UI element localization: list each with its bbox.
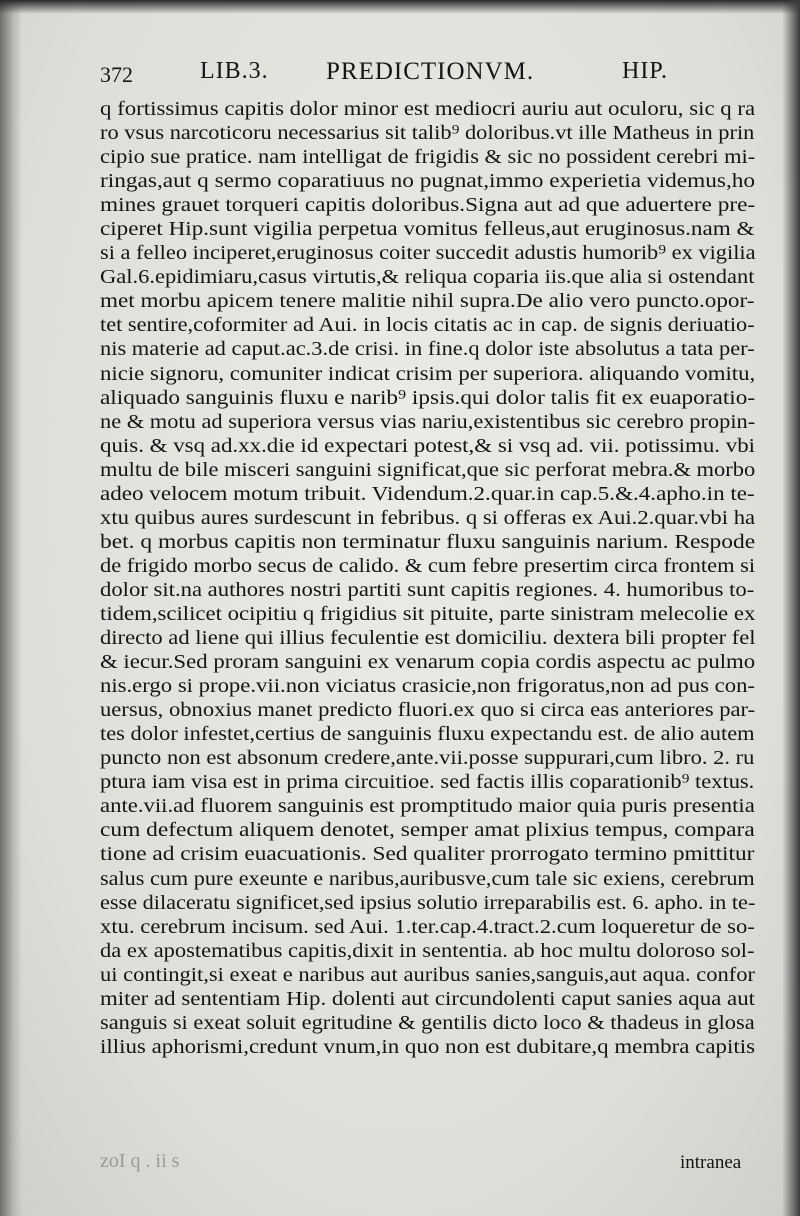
text-line: nicie signoru, comuniter indicat crisim per superiora. aliquando vomitu,	[100, 362, 756, 385]
text-line: tidem,scilicet ocipitiu q frigidius sit pituite, parte sinistram melecolie ex	[100, 602, 756, 625]
top-edge-shadow	[0, 0, 800, 14]
text-line: tet sentire,coformiter ad Aui. in locis citatis ac in cap. de signis deriuatio-	[100, 314, 755, 337]
text-line: sanguis si exeat soluit egritudine & gentilis dicto loco & thadeus in glosa	[100, 1011, 755, 1034]
text-line: si a felleo inciperet,eruginosus coiter succedit adustis humorib⁹ ex vigilia	[100, 242, 756, 265]
text-line: ne & motu ad superiora versus vias nariu,existentibus sic cerebro propin-	[100, 410, 756, 433]
text-line: adeo velocem motum tribuit. Videndum.2.quar.in cap.5.&.4.apho.in te-	[100, 482, 755, 505]
text-line: multu de bile misceri sanguini significat,que sic perforat mebra.& morbo	[100, 458, 756, 481]
text-line: & iecur.Sed proram sanguini ex venarum copia cordis aspectu ac pulmo	[100, 651, 756, 674]
text-line: tes dolor infestet,certius de sanguinis fluxu expectandu est. de alio autem	[100, 723, 755, 746]
running-header	[100, 58, 700, 92]
text-line: met morbu apicem tenere malitie nihil supra.De alio vero puncto.opor-	[100, 290, 755, 313]
text-line: ante.vii.ad fluorem sanguinis est promptitudo maior quia puris presentia	[100, 795, 755, 818]
text-line: puncto non est absonum credere,ante.vii.posse suppurari,cum libro. 2. ru	[100, 747, 755, 770]
text-line: cum defectum aliquem denotet, semper amat plixius tempus, compara	[100, 819, 755, 842]
text-line: illius aphorismi,credunt vnum,in quo non est dubitare,q membra capitis	[100, 1035, 755, 1058]
text-line: uersus, obnoxius manet predicto fluori.ex quo si circa eas anteriores par-	[100, 699, 756, 722]
page-title: PREDICTIONVM.	[326, 58, 535, 85]
text-line: Gal.6.epidimiaru,casus virtutis,& reliqua coparia iis.que alia si ostendant	[100, 266, 755, 289]
text-line: cipio sue pratice. nam intelligat de frigidis & sic no possident cerebri mi-	[100, 146, 756, 169]
section-label: LIB.3.	[200, 58, 269, 84]
text-line: tione ad crisim euacuationis. Sed qualiter prorrogato termino pmittitur	[100, 843, 755, 866]
text-line: ciperet Hip.sunt vigilia perpetua vomitus felleus,aut eruginosus.nam &	[100, 218, 755, 241]
text-line: ui contingit,si exeat e naribus aut auribus sanies,sanguis,aut aqua. confor	[100, 963, 756, 986]
text-line: bet. q morbus capitis non terminatur fluxu sanguinis narium. Respode	[100, 530, 756, 553]
text-line: salus cum pure exeunte e naribus,auribusve,cum tale sic exiens, cerebrum	[100, 867, 755, 890]
text-line: xtu quibus aures surdescunt in febribus. q si offeras ex Aui.2.quar.vbi ha	[100, 506, 756, 529]
text-line: xtu. cerebrum incisum. sed Aui. 1.ter.cap.4.tract.2.cum loqueretur de so-	[100, 915, 755, 938]
text-line: nis.ergo si prope.vii.non viciatus crasicie,non frigoratus,non ad pus con-	[100, 675, 756, 698]
text-line: aliquado sanguinis fluxu e narib⁹ ipsis.qui dolor talis fit ex euaporatio-	[100, 386, 756, 409]
page-gutter-shadow	[0, 0, 22, 1216]
text-body	[100, 97, 760, 1059]
text-line: de frigido morbo secus de calido. & cum febre presertim circa frontem si	[100, 554, 756, 577]
catchword: intranea	[680, 1152, 742, 1173]
text-line: mines grauet torqueri capitis doloribus.Signa aut ad que aduertere pre-	[100, 194, 756, 217]
running-head-author: HIP.	[622, 58, 669, 84]
text-line: da ex apostematibus capitis,dixit in sententia. ab hoc multu doloroso sol-	[100, 939, 755, 962]
text-line: ro vsus narcoticoru necessarius sit talib⁹ doloribus.vt ille Matheus in prin	[100, 122, 755, 145]
text-line: ptura iam visa est in prima circuitioe. sed factis illis coparationib⁹ textus.	[100, 771, 755, 794]
text-line: quis. & vsq ad.xx.die id expectari potest,& si vsq ad. vii. potissimu. vbi	[100, 434, 756, 457]
text-line: dolor sit.na authores nostri partiti sunt capitis regiones. 4. humoribus to-	[100, 578, 755, 601]
text-line: esse dilaceratu significet,sed ipsius solutio irreparabilis est. 6. apho. in te-	[100, 891, 756, 914]
page-number: 372	[100, 62, 133, 87]
text-line: nis materie ad caput.ac.3.de crisi. in fine.q dolor iste absolutus a tata per-	[100, 338, 755, 361]
text-line: q fortissimus capitis dolor minor est mediocri auriu aut oculoru, sic q ra	[100, 98, 756, 120]
text-line: ringas,aut q sermo coparatiuus no pugnat,immo experietia videmus,ho	[100, 170, 756, 193]
bleed-through-text: zoI q . ii s	[100, 1150, 180, 1172]
text-line: directo ad liene qui illius feculentie est domiciliu. dextera bili propter fel	[100, 627, 756, 650]
text-line: miter ad sententiam Hip. dolenti aut circundolenti caput sanies aqua aut	[100, 987, 756, 1010]
